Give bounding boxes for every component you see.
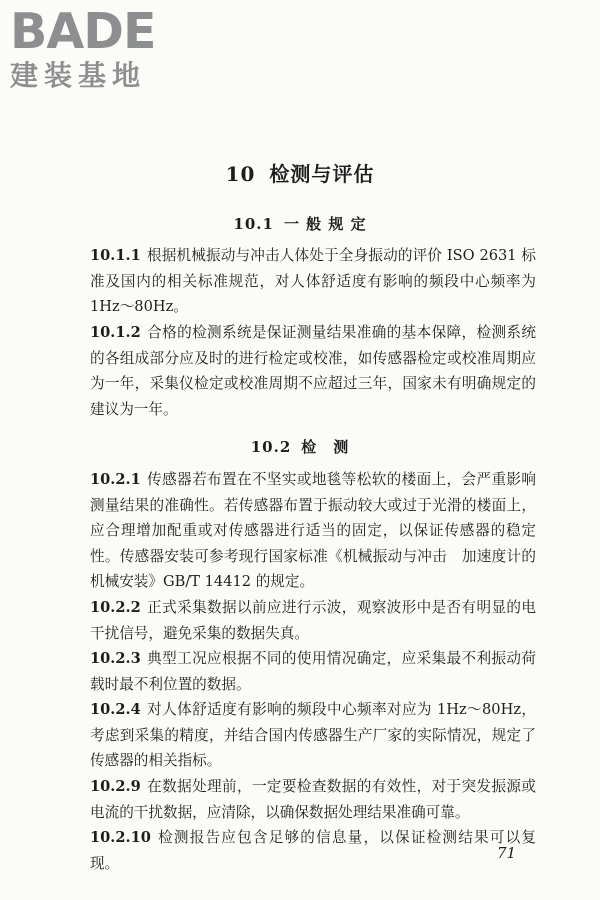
clause-paragraph (90, 320, 536, 422)
clause-text: 传感器若布置在不坚实或地毯等松软的楼面上，会严重影响测量结果的准确性。若传感器布置于振动较大或过于光滑的楼面上，应合理增加配重或对传感器进行适当的固定，以保证传感器的稳定性。传感器安装可参考现行国家标准《机械振动与冲击 加速度计的机械安装》GB/T 14412 的规定。 (90, 471, 536, 591)
clause-number: 10.1.1 (90, 247, 141, 264)
clause-number: 10.2.2 (90, 599, 141, 616)
publisher-logo (10, 3, 175, 92)
clause-number: 10.1.2 (90, 324, 141, 341)
clause-paragraph (90, 243, 536, 320)
chapter-number: 10 (225, 162, 256, 186)
section-heading (0, 436, 600, 457)
section-number: 10.1 (233, 215, 274, 233)
logo-mark: BADE (10, 3, 156, 60)
section-title: 检 测 (301, 438, 350, 456)
clause-text: 检测报告应包含足够的信息量，以保证检测结果可以复现。 (90, 829, 536, 872)
clause-paragraph (90, 646, 536, 697)
section-title: 一 般 规 定 (283, 215, 367, 233)
clause-paragraph (90, 467, 536, 595)
chapter-heading (0, 158, 600, 187)
clause-number: 10.2.10 (90, 829, 151, 846)
clause-text: 根据机械振动与冲击人体处于全身振动的评价 ISO 2631 标准及国内的相关标准规范，对人体舒适度有影响的频段中心频率为 1Hz～80Hz。 (90, 247, 536, 316)
clause-text: 在数据处理前，一定要检查数据的有效性，对于突发振源或电流的干扰数据，应清除，以确保数据处理结果准确可靠。 (90, 778, 536, 821)
clause-number: 10.2.9 (90, 778, 141, 795)
clause-number: 10.2.3 (90, 650, 141, 667)
section-number: 10.2 (250, 438, 292, 456)
page-number: 71 (497, 844, 517, 862)
clause-text: 合格的检测系统是保证测量结果准确的基本保障，检测系统的各组成部分应及时的进行检定或校准，如传感器检定或校准周期应为一年，采集仪检定或校准周期不应超过三年，国家未有明确规定的建议为一年。 (90, 324, 536, 418)
section-heading (0, 213, 600, 234)
clause-paragraph (90, 774, 536, 825)
clause-number: 10.2.1 (90, 471, 141, 488)
clause-paragraph (90, 825, 536, 876)
clause-text: 对人体舒适度有影响的频段中心频率对应为 1Hz～80Hz，考虑到采集的精度，并结合国内传感器生产厂家的实际情况，规定了传感器的相关指标。 (90, 701, 536, 770)
logo-subtitle: 建装基地 (10, 59, 147, 92)
clause-text: 正式采集数据以前应进行示波，观察波形中是否有明显的电干扰信号，避免采集的数据失真。 (90, 599, 536, 642)
clause-text: 典型工况应根据不同的使用情况确定，应采集最不利振动荷载时最不利位置的数据。 (90, 650, 536, 693)
clause-paragraph (90, 697, 536, 774)
chapter-title: 检测与评估 (269, 162, 375, 186)
clause-number: 10.2.4 (90, 701, 141, 718)
clause-paragraph (90, 595, 536, 646)
